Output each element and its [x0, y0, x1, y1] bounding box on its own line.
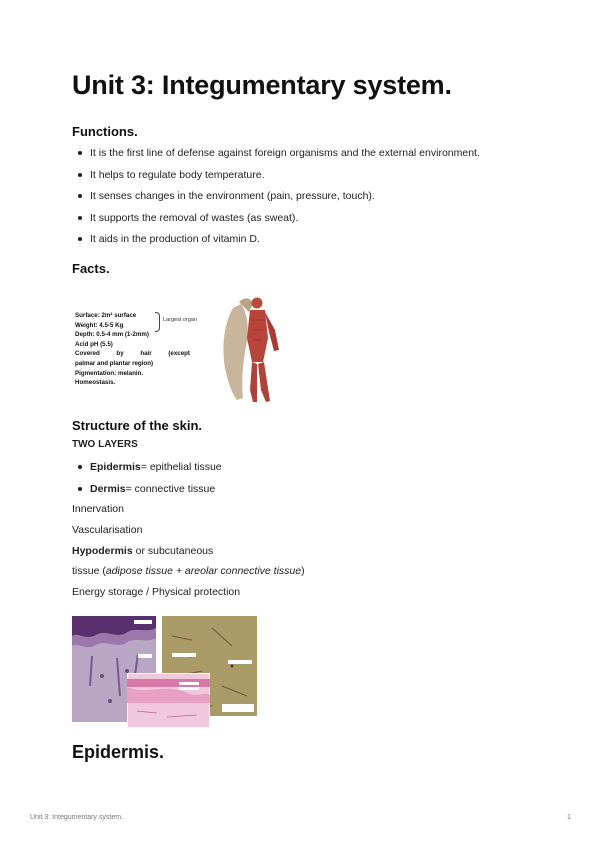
tissue-suffix: ): [301, 565, 305, 577]
footer-text: Unit 3: Integumentary system.: [30, 814, 123, 821]
tissue-text: [72, 565, 305, 577]
structure-heading: Structure of the skin.: [72, 418, 203, 433]
micro-label: [138, 654, 152, 658]
epidermis-heading: Epidermis.: [72, 742, 165, 762]
brace-icon: [155, 312, 160, 332]
list-item: It supports the removal of wastes (as sweat).: [78, 211, 480, 233]
micro-label: [179, 682, 199, 685]
hypodermis-term: Hypodermis: [72, 545, 133, 557]
page-title: Unit 3: Integumentary system.: [72, 70, 452, 100]
fact-line: Homeostasis.: [75, 379, 116, 387]
layer-term: Epidermis: [90, 461, 141, 473]
micro-label: [179, 687, 199, 690]
innervation-text: Innervation: [72, 503, 124, 515]
fact-line: Surface: 2m² surface: [75, 312, 137, 319]
energy-text: Energy storage / Physical protection: [72, 586, 241, 598]
layer-desc: = epithelial tissue: [140, 461, 222, 473]
fact-line: Pigmentation: melanin.: [75, 369, 144, 377]
micro-label: [228, 660, 252, 664]
fact-word: by: [116, 350, 124, 358]
body-skin-figure-image: [219, 290, 289, 405]
micro-label: [172, 653, 196, 657]
list-item: [78, 482, 222, 504]
fact-line-justified: [75, 349, 190, 359]
skin-layers-histology-image: [127, 673, 210, 728]
micro-label: [134, 620, 152, 624]
layer-term: Dermis: [90, 482, 126, 495]
list-item: It is the first line of defense against foreign organisms and the external environment.: [78, 146, 480, 168]
layer-desc: = connective tissue: [125, 482, 216, 495]
fact-line: Depth: 0.5-4 mm (1-2mm): [75, 331, 149, 339]
functions-heading: Functions.: [72, 124, 138, 139]
tissue-italic: adipose tissue + areolar connective tissue: [105, 565, 302, 577]
functions-list: [78, 146, 480, 254]
fact-line: palmar and plantar region): [75, 359, 154, 367]
micro-label: [222, 704, 254, 712]
fact-word: (except: [168, 350, 190, 358]
fact-word: hair: [140, 350, 152, 358]
vascularisation-text: Vascularisation: [72, 524, 143, 536]
fact-word: Covered: [75, 350, 100, 358]
fact-line: Weight: 4.5-5 Kg: [75, 321, 124, 329]
list-item: It helps to regulate body temperature.: [78, 168, 480, 190]
tissue-prefix: tissue (: [72, 565, 106, 577]
facts-heading: Facts.: [72, 261, 110, 276]
layers-list: [78, 460, 222, 503]
brace-label: Largest organ: [163, 317, 197, 323]
two-layers-subheading: TWO LAYERS: [72, 439, 138, 450]
page-number: 1: [567, 814, 571, 821]
list-item: It aids in the production of vitamin D.: [78, 232, 480, 254]
list-item: [78, 460, 222, 482]
hypodermis-text: [72, 545, 213, 557]
list-item: It senses changes in the environment (pain, pressure, touch).: [78, 189, 480, 211]
fact-line: Acid pH (5.5): [75, 340, 113, 348]
hypodermis-rest: or subcutaneous: [132, 545, 214, 557]
